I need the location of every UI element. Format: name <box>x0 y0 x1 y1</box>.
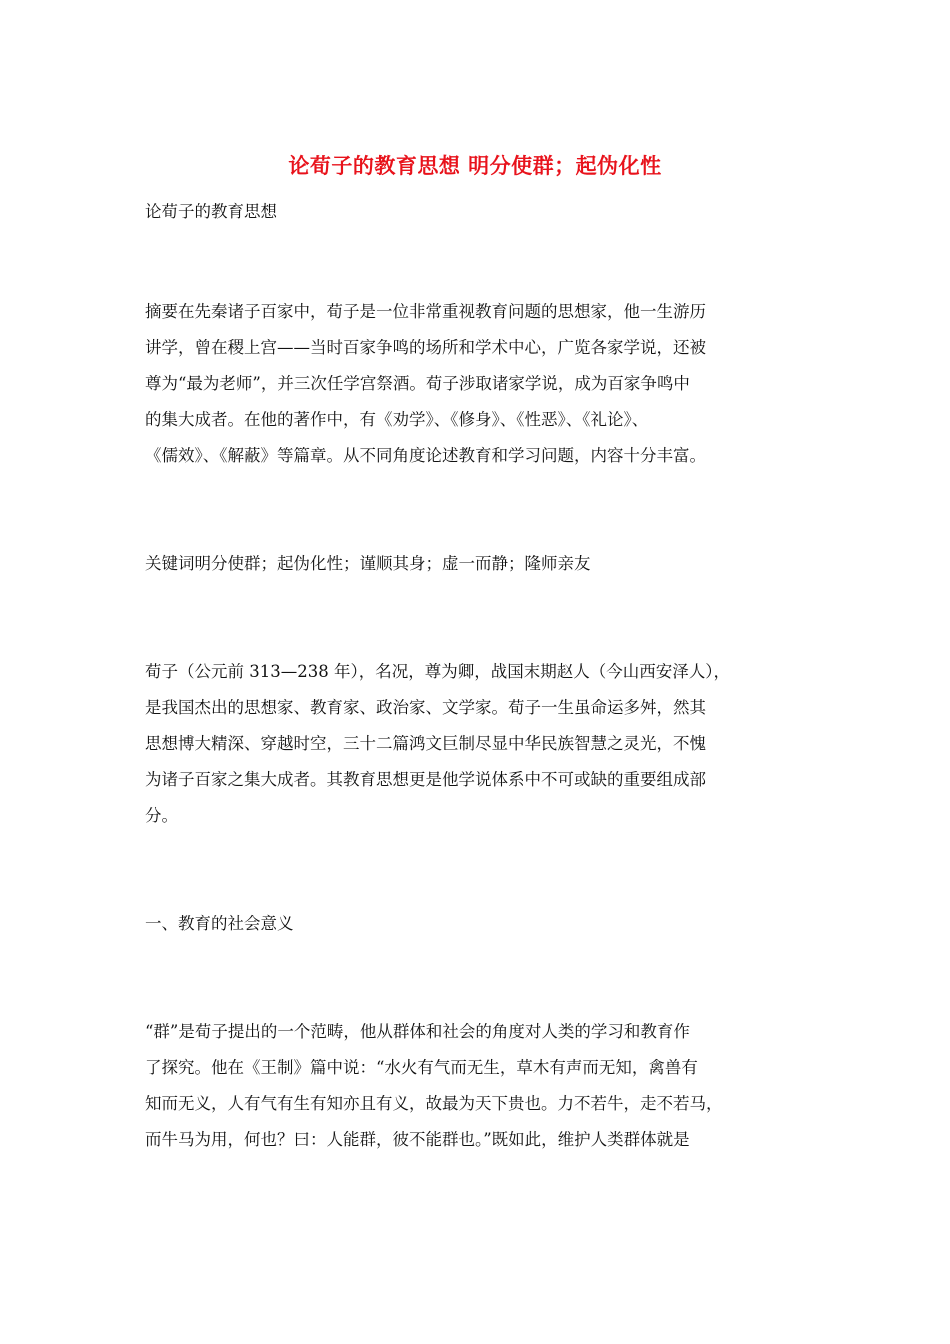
section-line: 知而无义，人有气有生有知亦且有义，故最为天下贵也。力不若牛，走不若马， <box>145 1094 723 1113</box>
section-line: “群”是荀子提出的一个范畴，他从群体和社会的角度对人类的学习和教育作 <box>145 1022 690 1041</box>
section-heading <box>145 906 815 942</box>
section-paragraph <box>145 1014 815 1158</box>
abstract-paragraph <box>145 294 815 474</box>
abstract-line: 摘要在先秦诸子百家中，荀子是一位非常重视教育问题的思想家，他一生游历 <box>145 302 706 321</box>
document-subtitle <box>145 194 815 230</box>
keywords-text: 关键词明分使群；起伪化性；谨顺其身；虚一而静；隆师亲友 <box>145 554 591 573</box>
section-heading-text: 一、教育的社会意义 <box>145 914 294 933</box>
intro-line: 荀子（公元前 313—238 年），名况，尊为卿，战国末期赵人（今山西安泽人）， <box>145 662 730 681</box>
keywords-paragraph <box>145 546 815 582</box>
intro-line: 为诸子百家之集大成者。其教育思想更是他学说体系中不可或缺的重要组成部 <box>145 770 706 789</box>
section-line: 而牛马为用，何也？曰：人能群，彼不能群也。”既如此，维护人类群体就是 <box>145 1130 690 1149</box>
intro-line: 思想博大精深、穿越时空，三十二篇鸿文巨制尽显中华民族智慧之灵光，不愧 <box>145 734 706 753</box>
abstract-line: 的集大成者。在他的著作中，有《劝学》、《修身》、《性恶》、《礼论》、 <box>145 410 649 429</box>
document-title: 论荀子的教育思想 明分使群；起伪化性 <box>288 153 662 178</box>
intro-line: 是我国杰出的思想家、教育家、政治家、文学家。荀子一生虽命运多舛，然其 <box>145 698 706 717</box>
intro-paragraph <box>145 654 815 834</box>
abstract-line: 《儒效》、《解蔽》等篇章。从不同角度论述教育和学习问题，内容十分丰富。 <box>145 446 706 465</box>
intro-line: 分。 <box>145 806 178 825</box>
section-line: 了探究。他在《王制》篇中说：“水火有气而无生，草木有声而无知，禽兽有 <box>145 1058 698 1077</box>
abstract-line: 尊为“最为老师”，并三次任学宫祭酒。荀子涉取诸家学说，成为百家争鸣中 <box>145 374 690 393</box>
subtitle-text: 论荀子的教育思想 <box>145 202 277 221</box>
abstract-line: 讲学，曾在稷上宫——当时百家争鸣的场所和学术中心，广览各家学说，还被 <box>145 338 706 357</box>
